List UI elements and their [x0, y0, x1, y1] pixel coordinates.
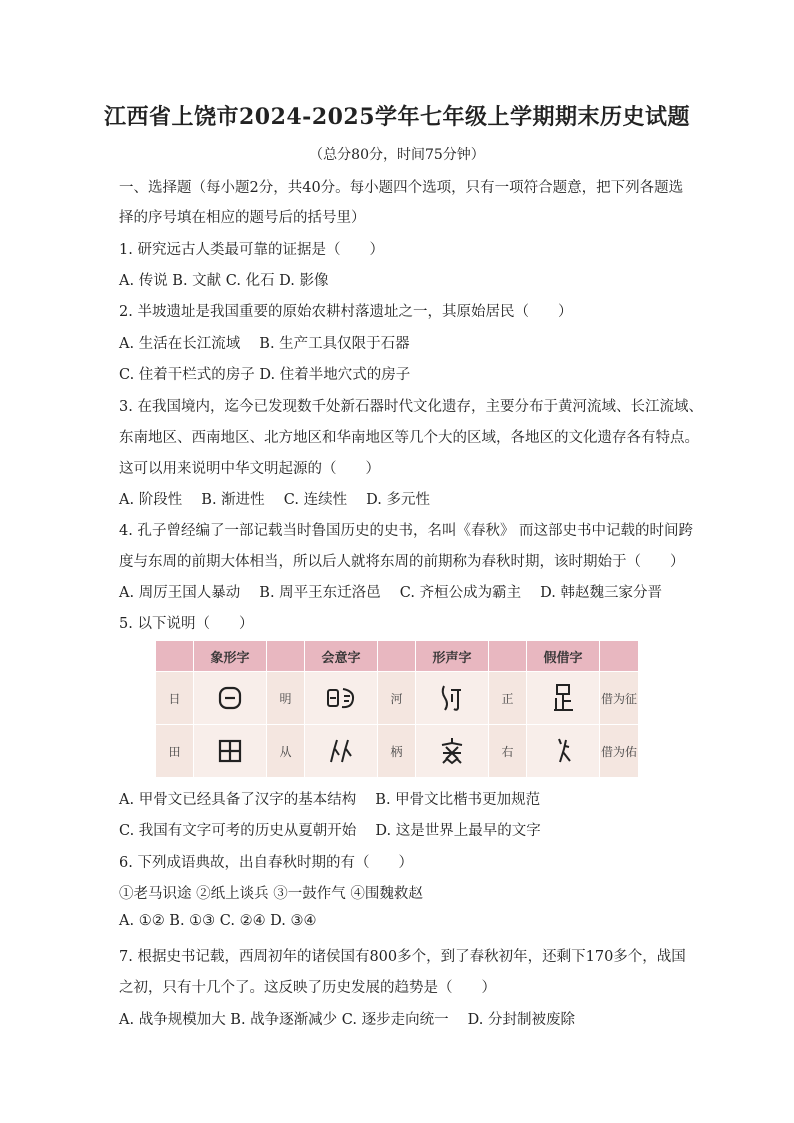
- section-heading-line2: 择的序号填在相应的题号后的括号里）: [119, 210, 366, 226]
- question-1-options: A. 传说 B. 文献 C. 化石 D. 影像: [119, 273, 329, 289]
- header-loan-character: 假借字: [527, 641, 600, 672]
- glyph-cong: [305, 725, 378, 778]
- question-5-stem: 5. 以下说明（ ）: [119, 616, 254, 632]
- question-3-line3: 这可以用来说明中华文明起源的（ ）: [119, 461, 380, 477]
- char-zheng: 正: [489, 672, 527, 725]
- question-5-options-cd: C. 我国有文字可考的历史从夏朝开始 D. 这是世界上最早的文字: [119, 823, 541, 839]
- glyph-he: [416, 672, 489, 725]
- question-1-stem: 1. 研究远古人类最可靠的证据是（ ）: [119, 242, 384, 258]
- question-2-stem: 2. 半坡遗址是我国重要的原始农耕村落遗址之一，其原始居民（ ）: [119, 304, 573, 320]
- glyph-tian: [194, 725, 267, 778]
- question-6-stem: 6. 下列成语典故，出自春秋时期的有（ ）: [119, 855, 413, 871]
- question-7-line1: 7. 根据史书记载，西周初年的诸侯国有800多个，到了春秋初年，还剩下170多个，战国: [119, 949, 686, 965]
- char-ri: 日: [156, 672, 194, 725]
- char-bing: 柄: [378, 725, 416, 778]
- char-he: 河: [378, 672, 416, 725]
- char-ming: 明: [267, 672, 305, 725]
- oracle-bone-script-table: [155, 640, 639, 778]
- loan-note-you: 借为佑: [600, 725, 639, 778]
- question-4-options: A. 周厉王国人暴动 B. 周平王东迁洛邑 C. 齐桓公成为霸主 D. 韩赵魏三家分晋: [119, 585, 663, 601]
- question-7-options: A. 战争规模加大 B. 战争逐渐减少 C. 逐步走向统一 D. 分封制被废除: [119, 1012, 576, 1028]
- char-you: 右: [489, 725, 527, 778]
- table-row: [156, 672, 639, 725]
- header-ideographic: 会意字: [305, 641, 378, 672]
- exam-subtitle: （总分80分，时间75分钟）: [309, 147, 485, 163]
- loan-note-zheng: 借为征: [600, 672, 639, 725]
- section-heading-line1: 一、选择题（每小题2分，共40分。每小题四个选项，只有一项符合题意，把下列各题选: [119, 180, 684, 196]
- question-4-line2: 度与东周的前期大体相当，所以后人就将东周的前期称为春秋时期，该时期始于（ ）: [119, 554, 685, 570]
- question-4-line1: 4. 孔子曾经编了一部记载当时鲁国历史的史书，名叫《春秋》 而这部史书中记载的时间跨: [119, 523, 694, 539]
- question-2-options-cd: C. 住着干栏式的房子 D. 住着半地穴式的房子: [119, 367, 411, 383]
- question-6-options: A. ①② B. ①③ C. ②④ D. ③④: [119, 913, 317, 929]
- glyph-you: [527, 725, 600, 778]
- header-pictographic: 象形字: [194, 641, 267, 672]
- exam-title: 江西省上饶市2024-2025学年七年级上学期期末历史试题: [103, 104, 691, 130]
- table-row: [156, 725, 639, 778]
- char-cong: 从: [267, 725, 305, 778]
- glyph-zheng: [527, 672, 600, 725]
- question-7-line2: 之初，只有十几个了。这反映了历史发展的趋势是（ ）: [119, 980, 496, 996]
- question-2-options-ab: A. 生活在长江流域 B. 生产工具仅限于石器: [119, 336, 410, 352]
- glyph-ri: [194, 672, 267, 725]
- table-header-row: [156, 641, 639, 672]
- header-phono-semantic: 形声字: [416, 641, 489, 672]
- question-3-line1: 3. 在我国境内，迄今已发现数千处新石器时代文化遗存，主要分布于黄河流域、长江流域、: [119, 399, 703, 415]
- question-3-options: A. 阶段性 B. 渐进性 C. 连续性 D. 多元性: [119, 492, 431, 508]
- question-3-line2: 东南地区、西南地区、北方地区和华南地区等几个大的区域，各地区的文化遗存各有特点。: [119, 430, 699, 446]
- question-6-items: ①老马识途 ②纸上谈兵 ③一鼓作气 ④围魏救赵: [119, 886, 423, 902]
- char-tian: 田: [156, 725, 194, 778]
- glyph-bing: [416, 725, 489, 778]
- glyph-ming: [305, 672, 378, 725]
- question-5-options-ab: A. 甲骨文已经具备了汉字的基本结构 B. 甲骨文比楷书更加规范: [119, 792, 541, 808]
